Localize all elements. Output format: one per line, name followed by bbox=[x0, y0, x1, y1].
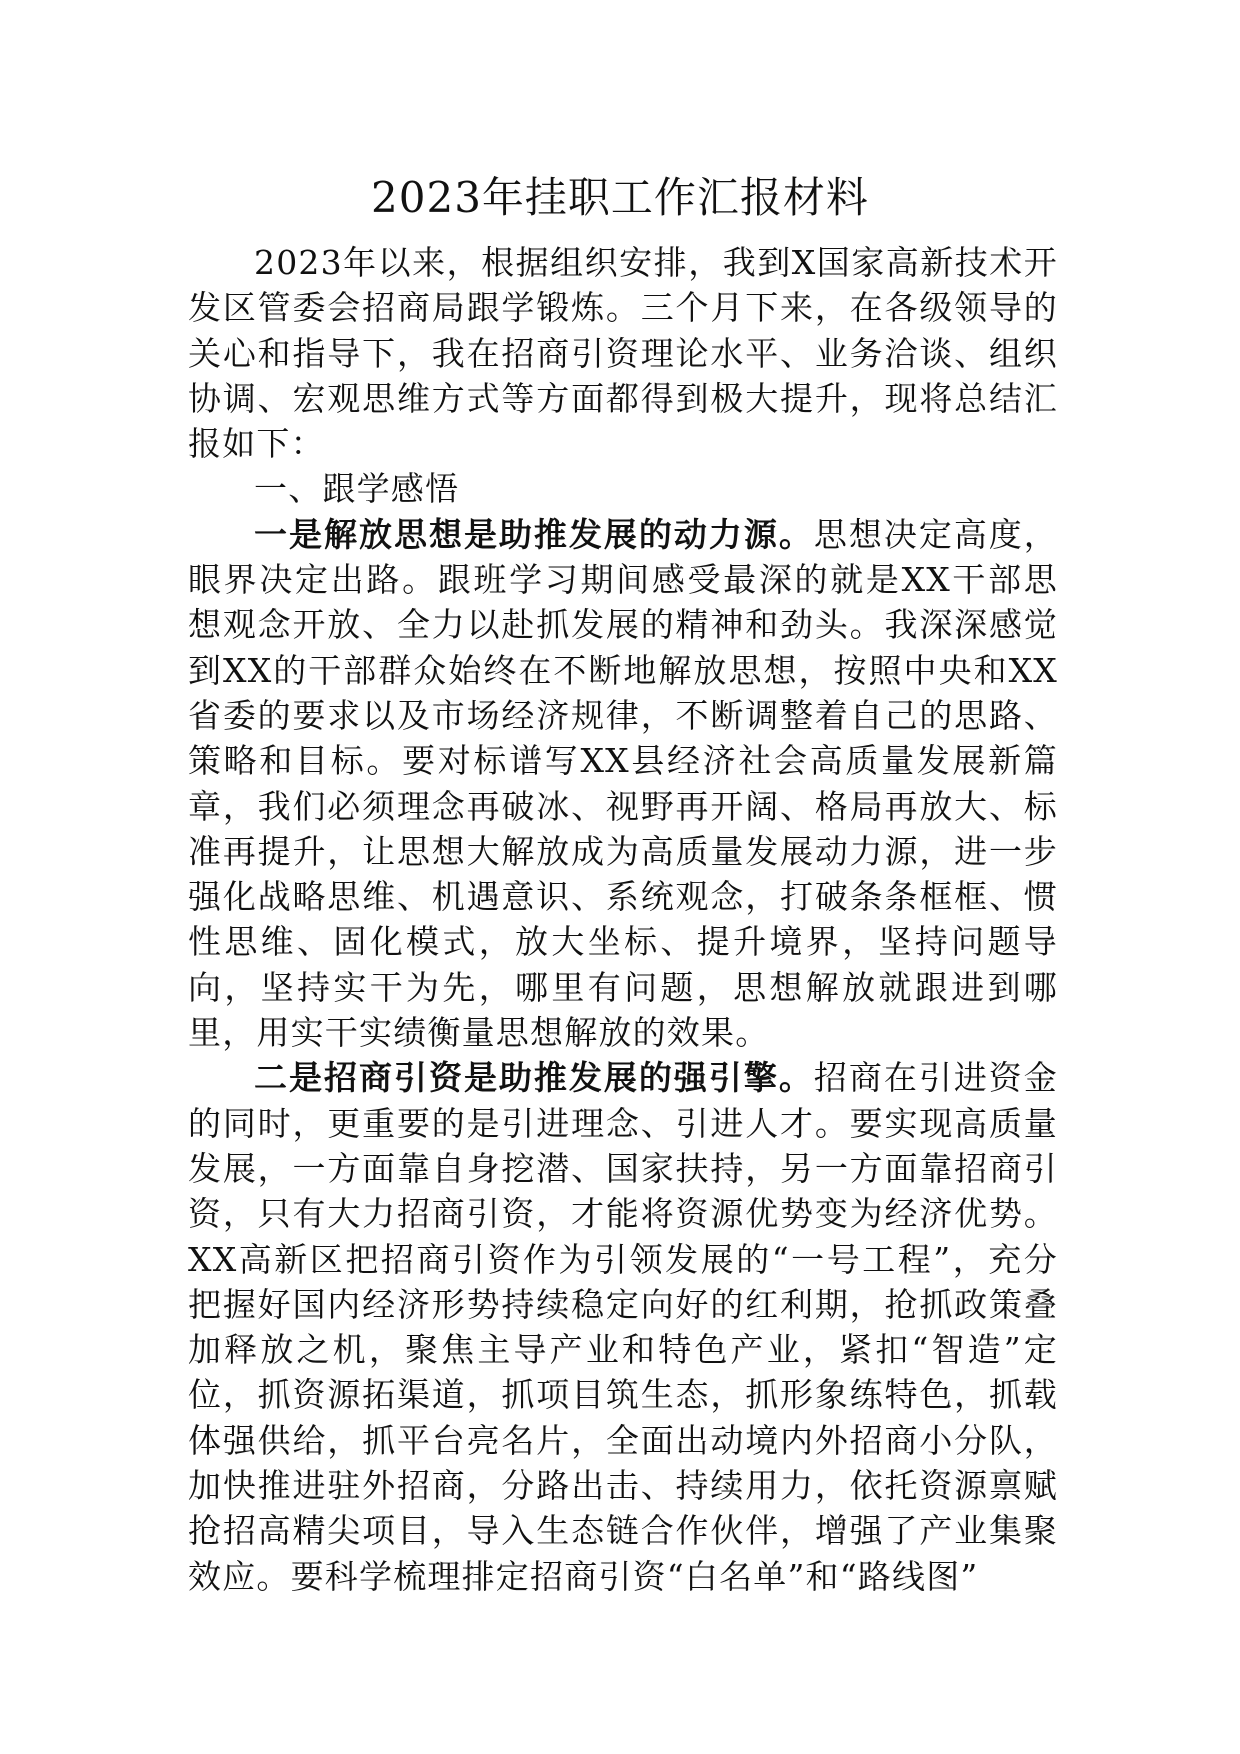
paragraph-2-lead: 二是招商引资是助推发展的强引擎。 bbox=[254, 1058, 814, 1098]
document-title: 2023年挂职工作汇报材料 bbox=[371, 173, 869, 222]
paragraph-1 bbox=[188, 512, 1058, 1056]
paragraph-2-text: 招商在引进资金的同时，更重要的是引进理念、引进人才。要实现高质量发展，一方面靠自身挖潜、国家扶持，另一方面靠招商引资，只有大力招商引资，才能将资源优势变为经济优势。XX高新区把招商引资作为引领发展的“一号工程”，充分把握好国内经济形势持续稳定向好的红利期，抢抓政策叠加释放之机，聚焦主导产业和特色产业，紧扣“智造”定位，抓资源拓渠道，抓项目筑生态，抓形象练特色，抓载体强供给，抓平台亮名片，全面出动境内外招商小分队，加快推进驻外招商，分路出击、持续用力，依托资源禀赋抢招高精尖项目，导入生态链合作伙伴，增强了产业集聚效应。要科学梳理排定招商引资“白名单”和“路线图” bbox=[188, 1058, 1059, 1596]
paragraph-1-lead: 一是解放思想是助推发展的动力源。 bbox=[254, 514, 814, 554]
paragraph-1-text: 思想决定高度，眼界决定出路。跟班学习期间感受最深的就是XX干部思想观念开放、全力以赴抓发展的精神和劲头。我深深感觉到XX的干部群众始终在不断地解放思想，按照中央和XX省委的要求以及市场经济规律，不断调整着自己的思路、策略和目标。要对标谱写XX县经济社会高质量发展新篇章，我们必须理念再破冰、视野再开阔、格局再放大、标准再提升，让思想大解放成为高质量发展动力源，进一步强化战略思维、机遇意识、系统观念，打破条条框框、惯性思维、固化模式，放大坐标、提升境界，坚持问题导向，坚持实干为先，哪里有问题，思想解放就跟进到哪里，用实干实绩衡量思想解放的效果。 bbox=[188, 514, 1059, 1053]
intro-paragraph: 2023年以来，根据组织安排，我到X国家高新技术开发区管委会招商局跟学锻炼。三个月下来，在各级领导的关心和指导下，我在招商引资理论水平、业务洽谈、组织协调、宏观思维方式等方面都得到极大提升，现将总结汇报如下： bbox=[188, 243, 1058, 464]
section-heading: 一、跟学感悟 bbox=[254, 469, 460, 509]
document-body bbox=[188, 240, 1058, 1599]
paragraph-2 bbox=[188, 1055, 1058, 1599]
